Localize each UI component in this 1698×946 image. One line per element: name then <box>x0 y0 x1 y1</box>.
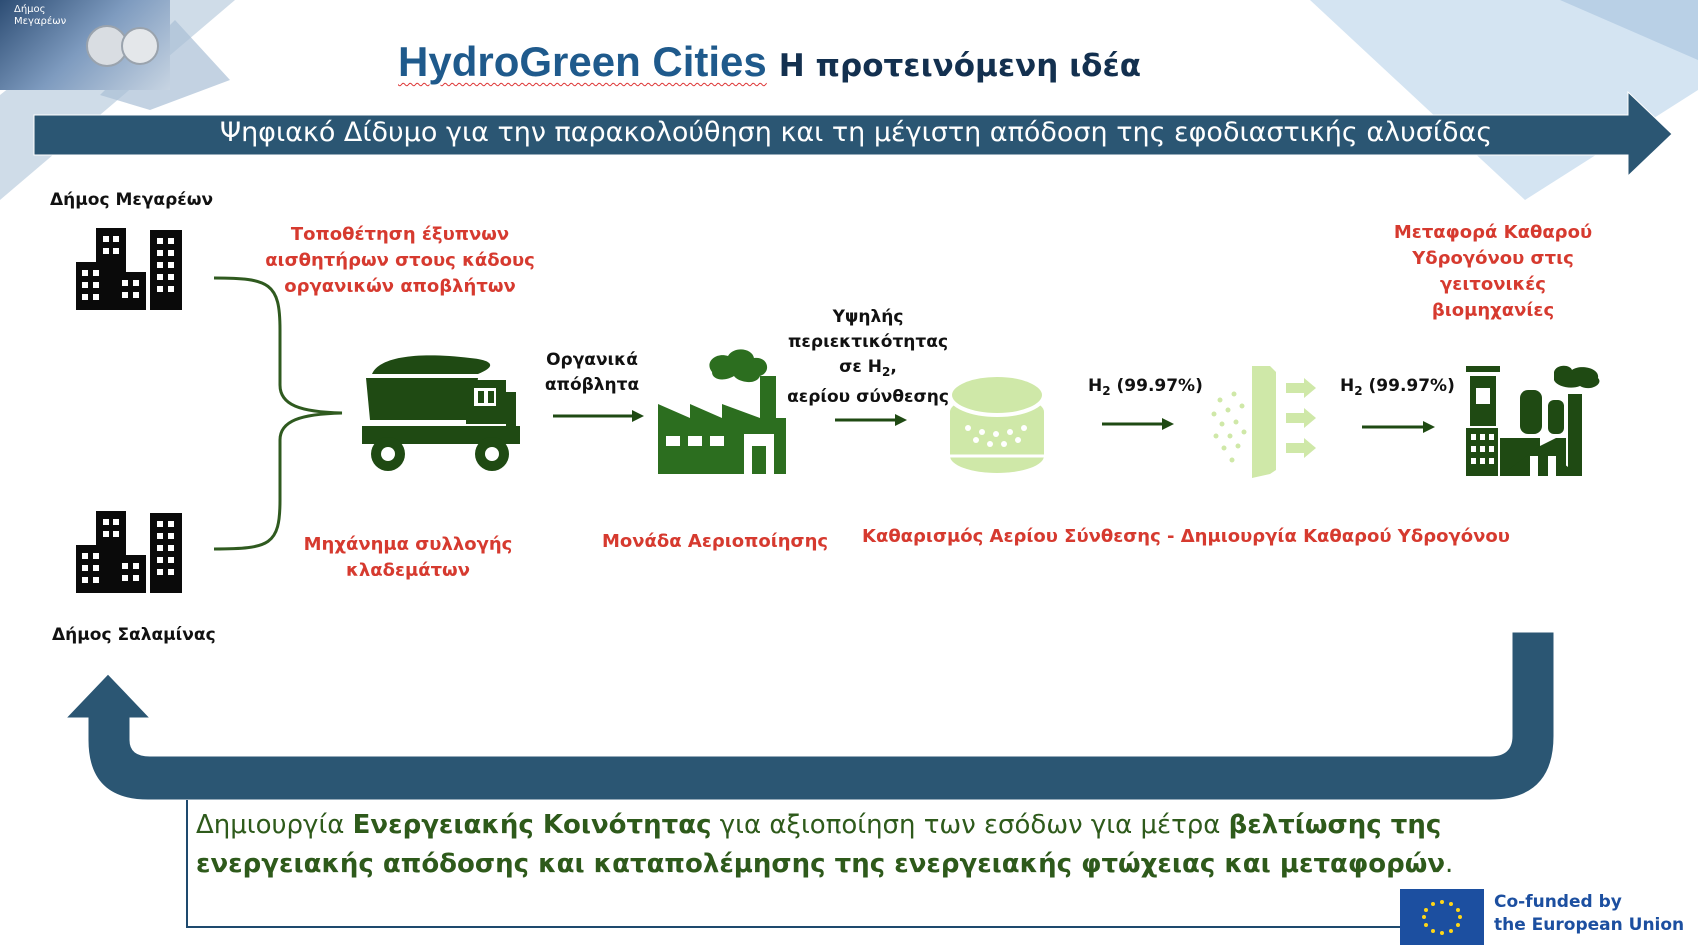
flow-arrow-2 <box>835 414 907 426</box>
h2-purity-label-1: $H_2$ (99.97%) <box>1088 376 1203 398</box>
energy-community-text: Δημιουργία Ενεργειακής Κοινότητας για αξιοποίηση των εσόδων για μέτρα βελτίωσης της ενεργειακής απόδοσης και καταπολέμησης της ενεργειακής φτώχειας και μεταφορών. <box>196 810 1454 879</box>
brand-title: HydroGreen Cities <box>398 38 767 85</box>
cleaning-label: Καθαρισμός Αερίου Σύνθεσης - Δημιουργία Καθαρού Υδρογόνου <box>862 526 1510 547</box>
flow-arrow-3 <box>1102 418 1174 430</box>
syngas-label: Υψηλής περιεκτικότητας σε $H_2$, αερίου σύνθεσης <box>787 307 949 407</box>
filter-discs-icon <box>950 375 1044 473</box>
truck-label: Μηχάνημα συλλογής κλαδεμάτων <box>303 534 513 581</box>
banner-text: Ψηφιακό Δίδυμο για την παρακολούθηση και τη μέγιστη απόδοση της εφοδιαστικής αλυσίδας <box>219 117 1493 148</box>
logo-text: Δήμος Μεγαρέων <box>14 4 67 27</box>
membrane-filter-icon <box>1212 366 1317 478</box>
sensors-label: Τοποθέτηση έξυπνων αισθητήρων στους κάδους οργανικών αποβλήτων <box>265 224 535 297</box>
transport-label: Μεταφορά Καθαρού Υδρογόνου στις γειτονικές βιομηχανίες <box>1393 222 1593 321</box>
truck-icon <box>362 355 520 471</box>
page-title <box>398 38 1141 86</box>
brace-connector <box>214 278 342 549</box>
municipality-bottom-label: Δήμος Σαλαμίνας <box>52 625 216 645</box>
industry-icon <box>1466 366 1599 476</box>
flow-arrow-4 <box>1362 421 1435 433</box>
factory-icon <box>658 349 786 474</box>
eu-flag <box>1400 889 1484 945</box>
organic-waste-label: Οργανικά απόβλητα <box>544 350 640 395</box>
buildings-icon-bottom <box>76 511 182 593</box>
gasification-label: Μονάδα Αεριοποίησης <box>602 531 829 552</box>
flow-arrow-1 <box>553 410 644 422</box>
return-arrow <box>66 632 1554 800</box>
eu-cofunded-text: Co-funded by the European Union <box>1494 892 1685 935</box>
buildings-icon-top <box>76 228 182 310</box>
h2-purity-label-2: $H_2$ (99.97%) <box>1340 376 1455 398</box>
municipality-top-label: Δήμος Μεγαρέων <box>50 190 214 210</box>
title-subtitle: Η προτεινόμενη ιδέα <box>778 48 1142 84</box>
